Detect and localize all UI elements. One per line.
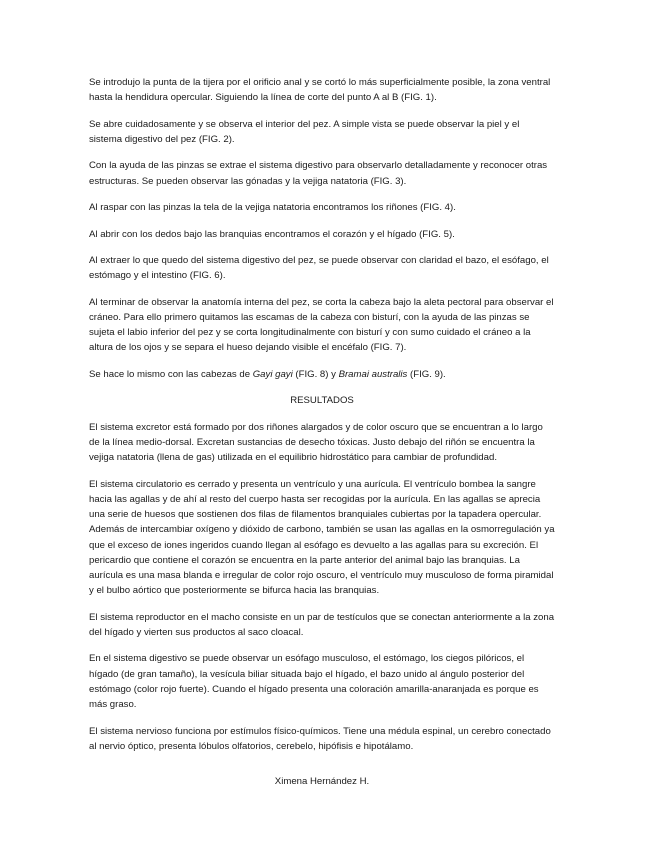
paragraph-excretory: El sistema excretor está formado por dos riñones alargados y de color oscuro que se encuentran a lo largo de la línea medio-dorsal. Excretan sustancias de desecho tóxicas. Justo debajo del riñón se encuentra la vejiga natatoria (llena de gas) utilizada en el equilibrio hidrostático para cambiar de profundidad. — [89, 421, 543, 464]
paragraph-cut-incision: Se introdujo la punta de la tijera por el orificio anal y se cortó lo más superficialmente posible, la zona ventral hasta la hendidura opercular. Siguiendo la línea de corte del punto A al B (FIG. 1). — [89, 77, 551, 104]
paragraph-heart-liver: Al abrir con los dedos bajo las branquias encontramos el corazón y el hígado (FIG. 5). — [89, 228, 455, 240]
results-heading: RESULTADOS — [290, 395, 354, 407]
paragraph-reproductive: El sistema reproductor en el macho consiste en un par de testículos que se conectan anteriormente a la zona del hígado y vierten sus productos al saco cloacal. — [89, 611, 555, 638]
heads-suffix: (FIG. 9). — [407, 368, 446, 380]
paragraph-circulatory: El sistema circulatorio es cerrado y presenta un ventrículo y una aurícula. El ventrículo bombea la sangre hacia las agallas y de ahí al resto del cuerpo hasta ser recogidas por la aurícula. En las agallas se aprecia una serie de huesos que sostienen dos filas de filamentos branquiales cubiertas por la tapadera opercular. Además de intercambiar oxígeno y dióxido de carbono, también se usan las agallas en la osmorregulación ya que el exceso de iones ingeridos cuando llegan al esófago es devuelto a las agallas para su excreción. El pericardio que contiene el corazón se encuentra en la parte anterior del animal bajo las branquias. La aurícula es una masa blanda e irregular de color rojo oscuro, el ventrículo muy musculoso de forma piramidal y el bulbo aórtico que posteriormente se bifurca hacia las branquias. — [89, 478, 555, 597]
paragraph-kidneys: Al raspar con las pinzas la tela de la vejiga natatoria encontramos los riñones (FIG. 4). — [89, 202, 456, 214]
heads-middle: (FIG. 8) y — [292, 368, 339, 380]
author-name: Ximena Hernández H. — [274, 775, 370, 787]
species-gayi: Gayi gayi — [252, 368, 293, 380]
paragraph-heads — [89, 367, 555, 382]
paragraph-digestive: En el sistema digestivo se puede observar un esófago musculoso, el estómago, los ciegos pilóricos, el hígado (de gran tamaño), la vesícula biliar situada bajo el hígado, el bazo unido al ángulo posterior del estómago (color rojo fuerte). Cuando el hígado presenta una coloración amarilla-anaranjada es porque es más graso. — [89, 653, 539, 711]
paragraph-extract-digestive: Con la ayuda de las pinzas se extrae el sistema digestivo para observarlo detalladamente y reconocer otras estructuras. Se pueden observar las gónadas y la vejiga natatoria (FIG. 3). — [89, 160, 548, 187]
species-bramai: Bramai australis — [338, 368, 408, 380]
paragraph-spleen-stomach: Al extraer lo que quedo del sistema digestivo del pez, se puede observar con claridad el bazo, el esófago, el estómago y el intestino (FIG. 6). — [89, 255, 549, 282]
heads-prefix: Se hace lo mismo con las cabezas de — [89, 368, 253, 380]
paragraph-nervous: El sistema nervioso funciona por estímulos físico-químicos. Tiene una médula espinal, un cerebro conectado al nervio óptico, presenta lóbulos olfatorios, cerebelo, hipófisis e hipotálamo. — [89, 725, 551, 752]
paragraph-skull: Al terminar de observar la anatomía interna del pez, se corta la cabeza bajo la aleta pectoral para observar el cráneo. Para ello primero quitamos las escamas de la cabeza con bisturí, con la ayuda de las pinzas se sujeta el labio inferior del pez y se corta longitudinalmente con bisturí y con sumo cuidado el cráneo a la altura de los ojos y se separa el hueso dejando visible el encéfalo (FIG. 7). — [89, 296, 554, 354]
paragraph-open-fish: Se abre cuidadosamente y se observa el interior del pez. A simple vista se puede observar la piel y el sistema digestivo del pez (FIG. 2). — [89, 118, 520, 145]
